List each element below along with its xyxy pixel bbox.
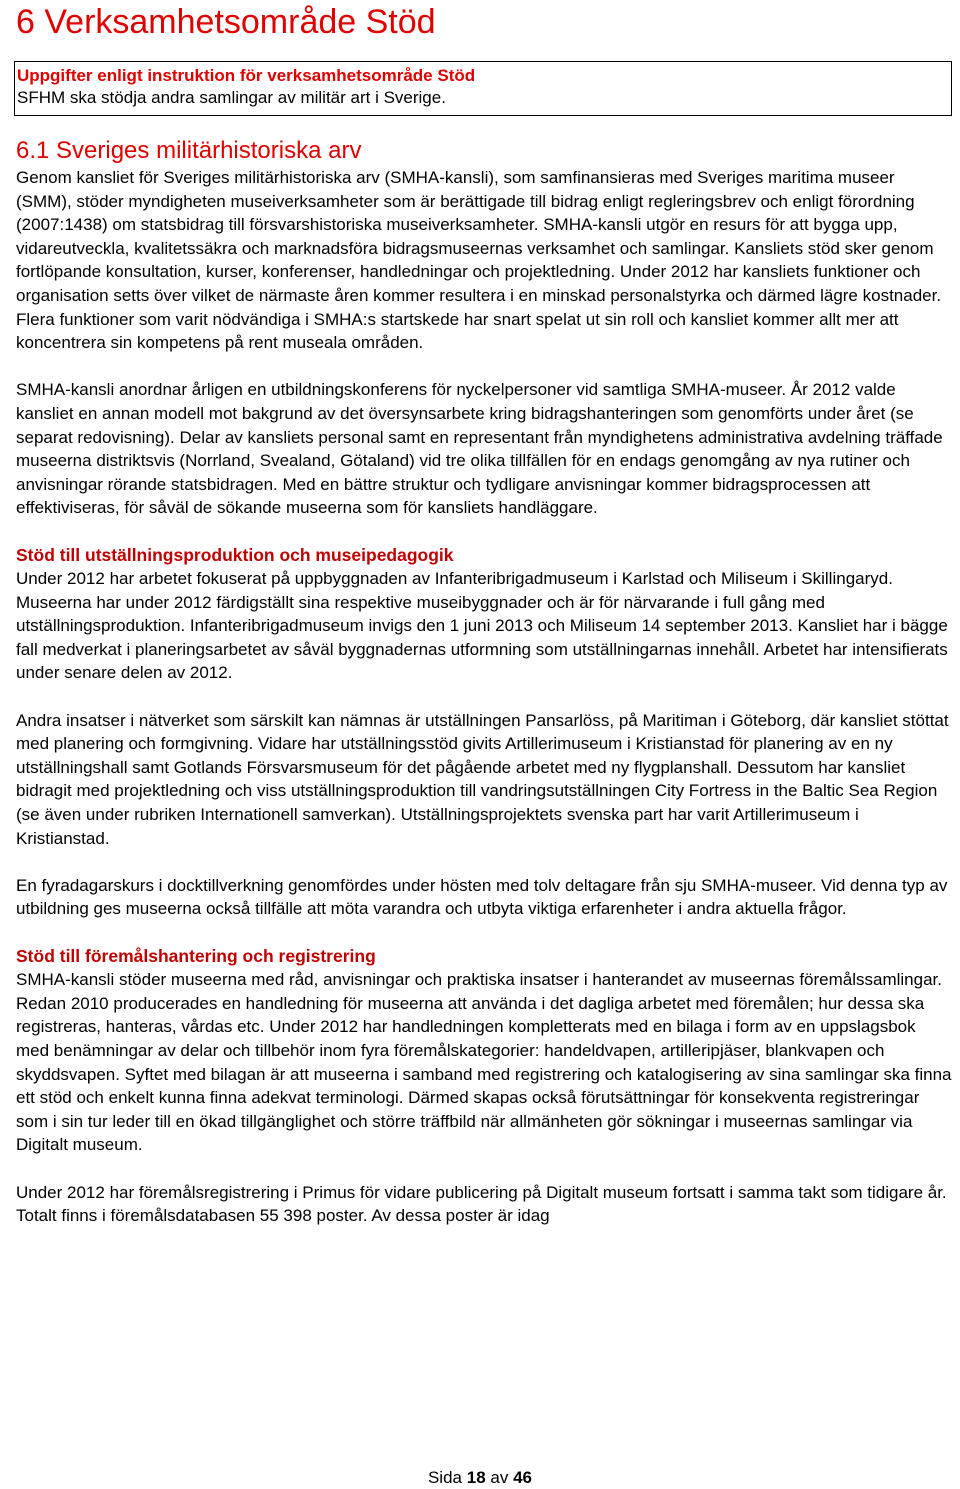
task-box-title: Uppgifter enligt instruktion för verksamhetsområde Stöd [17, 66, 476, 85]
section-heading: 6.1 Sveriges militärhistoriska arv [16, 137, 362, 164]
task-box-text: SFHM ska stödja andra samlingar av militär art i Sverige. [17, 88, 446, 107]
paragraph: Under 2012 har föremålsregistrering i Primus för vidare publicering på Digitalt museum fortsatt i samma takt som tidigare år. Totalt finns i föremålsdatabasen 55 398 poster. Av dessa poster är idag [16, 1182, 947, 1226]
paragraph: SMHA-kansli anordnar årligen en utbildningskonferens för nyckelpersoner vid samtliga SMHA-museer. År 2012 valde kansliet en annan modell mot bakgrund av det översynsarbete kring bidragshanteringen som genomförts under året (se separat redovisning). Delar av kansliets personal samt en representant från myndighetens administrativa avdelning träffade museerna distriktsvis (Norrland, Svealand, Götaland) vid tre olika tillfällen för en endags genomgång av nya rutiner och anvisningar rörande statsbidragen. Med en bättre struktur och tydligare anvisningar kommer bidragsprocessen att effektiviseras, för såväl de sökande museerna som för kansliets handläggare. [16, 380, 943, 518]
chapter-heading: 6 Verksamhetsområde Stöd [16, 3, 436, 41]
paragraph: Andra insatser i nätverket som särskilt kan nämnas är utställningen Pansarlöss, på Maritiman i Göteborg, där kansliet stöttat med planering och formgivning. Vidare har utställningsstöd givits Artillerimuseum i Kristianstad för planering av en ny utställningshall samt Gotlands Försvarsmuseum för det pågående arbetet med ny flygplanshall. Dessutom har kansliet bidragit med projektledning och viss utställningsproduktion till vandringsutställningen City Fortress in the Baltic Sea Region (se även under rubriken Internationell samverkan). Utställningsprojektets svenska part har varit Artillerimuseum i Kristianstad. [16, 710, 949, 848]
page-label: Sida [427, 1468, 462, 1487]
task-box [14, 61, 952, 116]
paragraph: SMHA-kansli stöder museerna med råd, anvisningar och praktiska insatser i hanterandet av museernas föremålssamlingar. Redan 2010 producerades en handledning för museerna att använda i det dagliga arbetet med föremålen; hur dessa ska registreras, hanteras, vårdas etc. Under 2012 har handledningen kompletterats med en bilaga i form av en uppslagsbok med benämningar av delar och tillbehör inom fyra föremålskategorier: handeldvapen, artilleripjäser, blankvapen och skyddsvapen. Syftet med bilagan är att museerna i samband med registrering och katalogisering av sina samlingar ska finna ett stöd och enkelt kunna finna adekvat terminologi. Därmed skapas också förutsättningar för konsekventa registreringar som i sin tur leder till en ökad tillgänglighet och större träffbild när allmänheten gör sökningar i museernas samlingar via Digitalt museum. [16, 970, 952, 1155]
document-page [16, 0, 952, 1228]
paragraph: Genom kansliet för Sveriges militärhistoriska arv (SMHA-kansli), som samfinansieras med Sveriges maritima museer (SMM), stöder myndigheten museiverksamheter som är berättigade till bidrag enligt regleringsbrev och enligt förordning (2007:1438) om statsbidrag till försvarshistoriska museiverksamheter. SMHA-kansli utgör en resurs för att bygga upp, vidareutveckla, kvalitetssäkra och marknadsföra bidragsmuseernas verksamhet och samlingar. Kansliets stöd sker genom fortlöpande konsultation, kurser, konferenser, handledningar och projektledning. Under 2012 har kansliets funktioner och organisation setts över vilket de närmaste åren kommer resultera i en minskad personalstyrka och därmed lägre kostnader. Flera funktioner som varit nödvändiga i SMHA:s startskede har snart spelat ut sin roll och kansliet kommer allt mer att koncentrera sin kompetens på rent museala områden. [16, 168, 942, 353]
paragraph: En fyradagarskurs i docktillverkning genomfördes under hösten med tolv deltagare från sju SMHA-museer. Vid denna typ av utbildning ges museerna också tillfälle att möta varandra och utbyta viktiga erfarenheter i andra aktuella frågor. [16, 875, 948, 919]
page-footer [0, 1467, 960, 1489]
paragraph: Under 2012 har arbetet fokuserat på uppbyggnaden av Infanteribrigadmuseum i Karlstad och Miliseum i Skillingaryd. Museerna har under 2012 färdigställt sina respektive museibyggnader och är för närvarande i full gång med utställningsproduktion. Infanteribrigadmuseum invigs den 1 juni 2013 och Miliseum 14 september 2013. Kansliet har i bägge fall medverkat i planeringsarbetet av såväl byggnadernas utformning som utställningarnas innehåll. Arbetet har intensifierats under senare delen av 2012. [16, 569, 948, 683]
current-page-number: 18 [466, 1468, 486, 1487]
total-pages-number: 46 [513, 1468, 533, 1487]
subsection-heading: Stöd till föremålshantering och registrering [16, 945, 376, 966]
subsection-heading: Stöd till utställningsproduktion och museipedagogik [16, 544, 454, 565]
page-separator: av [490, 1468, 509, 1487]
